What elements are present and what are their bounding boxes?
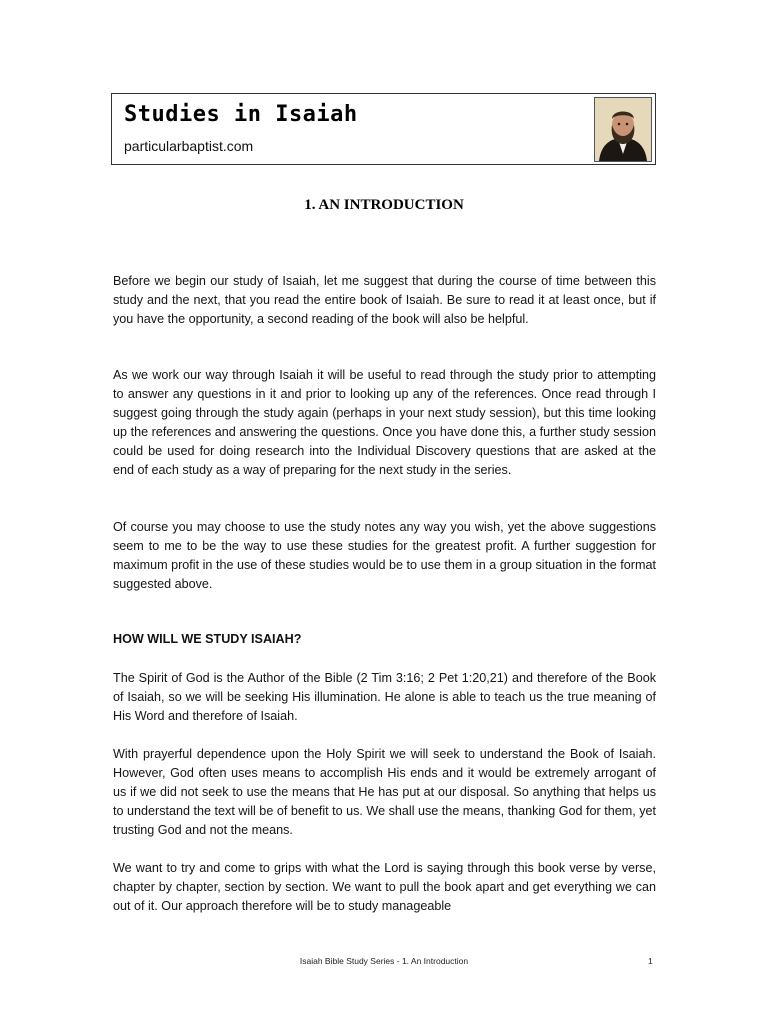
footer-text: Isaiah Bible Study Series - 1. An Introduction xyxy=(299,956,469,966)
paragraph-5: With prayerful dependence upon the Holy Spirit we will seek to understand the Book of Isaiah. However, God often uses means to accomplish His ends and it would be extremely arrogant of us if we did not seek to use the means that He has put at our disposal. So anything that helps us to understand the text will be of benefit to us. We shall use the means, thanking God for them, yet trusting God and not the means. xyxy=(113,747,657,837)
paragraph-6: We want to try and come to grips with what the Lord is saying through this book verse by verse, chapter by chapter, section by section. We want to pull the book apart and get everything we can out of it. Our approach therefore will be to study manageable xyxy=(113,861,656,913)
paragraph-4: The Spirit of God is the Author of the Bible (2 Tim 3:16; 2 Pet 1:20,21) and therefore of the Book of Isaiah, so we will be seeking His illumination. He alone is able to teach us the true meaning of His Word and therefore of Isaiah. xyxy=(113,671,656,723)
paragraph-3: Of course you may choose to use the study notes any way you wish, yet the above suggestions seem to me to be the way to use these studies for the greatest profit. A further suggestion for maximum profit in the use of these studies would be to use them in a group situation in the format suggested above. xyxy=(113,520,656,591)
footer-page-number: 1 xyxy=(648,956,653,966)
subheading: HOW WILL WE STUDY ISAIAH? xyxy=(113,632,302,646)
section-title: 1. AN INTRODUCTION xyxy=(304,197,464,213)
header-site-url: particularbaptist.com xyxy=(124,138,254,154)
paragraph-1: Before we begin our study of Isaiah, let me suggest that during the course of time between this study and the next, that you read the entire book of Isaiah. Be sure to read it at least once, but if you have the opportunity, a second reading of the book will also be helpful. xyxy=(113,274,656,326)
header-banner xyxy=(111,93,656,165)
header-title: Studies in Isaiah xyxy=(124,102,358,127)
paragraph-2: As we work our way through Isaiah it will be useful to read through the study prior to attempting to answer any questions in it and prior to looking up any of the references. Once read through I suggest going through the study again (perhaps in your next study session), but this time looking up the references and answering the questions. Once you have done this, a further study session could be used for doing research into the Individual Discovery questions that are asked at the end of each study as a way of preparing for the next study in the series. xyxy=(113,368,656,477)
author-portrait xyxy=(594,97,652,162)
portrait-image xyxy=(595,98,651,161)
